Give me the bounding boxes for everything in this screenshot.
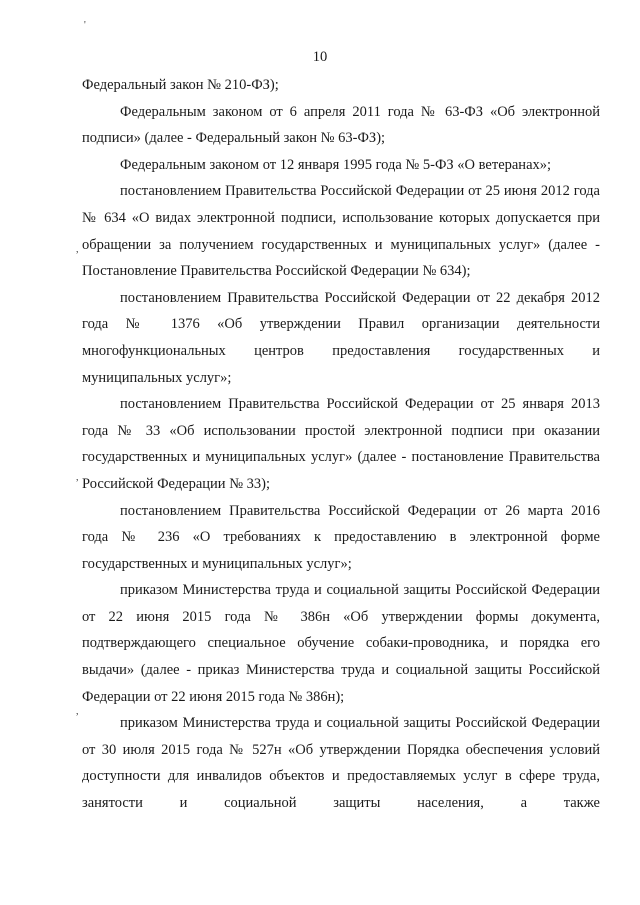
scan-mark: ': [84, 20, 86, 31]
page-number: 10: [312, 49, 328, 65]
paragraph: приказом Министерства труда и социальной защиты Российской Федерации от 30 июля 2015 года № 527н «Об утверждении Порядка обеспечения условий доступности для инвалидов объектов и предоставляемых услуг в сфере труда, занятости и социальной защиты населения, а также: [82, 715, 600, 812]
document-body: [82, 72, 600, 817]
paragraph: приказом Министерства труда и социальной защиты Российской Федерации от 22 июня 2015 года № 386н «Об утверждении формы документа, подтверждающего специальное обучение собаки-проводника, и порядка его выдачи» (далее - приказ Министерства труда и социальной защиты Российской Федерации от 22 июня 2015 года № 386н);: [82, 582, 600, 705]
paragraph: постановлением Правительства Российской Федерации от 25 июня 2012 года № 634 «О видах электронной подписи, использование которых допускается при обращении за получением государственных и муниципальных услуг» (далее - Постановление Правительства Российской Федерации № 634);: [82, 183, 600, 280]
paragraph: постановлением Правительства Российской Федерации от 25 января 2013 года № 33 «Об использовании простой электронной подписи при оказании государственных и муниципальных услуг» (далее - постановление Правительства Российской Федерации № 33);: [82, 396, 600, 492]
paragraph: постановлением Правительства Российской Федерации от 26 марта 2016 года № 236 «О требованиях к предоставлению в электронной форме государственных и муниципальных услуг»;: [82, 502, 600, 572]
paragraph: Федеральным законом от 12 января 1995 года № 5-ФЗ «О ветеранах»;: [120, 156, 552, 173]
scan-mark: ,: [76, 244, 79, 255]
scan-mark: ,: [76, 472, 79, 483]
paragraph: постановлением Правительства Российской Федерации от 22 декабря 2012 года № 1376 «Об утверждении Правил организации деятельности многофункциональных центров предоставления государственных и муниципальных услуг»;: [82, 289, 600, 386]
paragraph: Федеральный закон № 210-ФЗ);: [82, 77, 279, 93]
scan-mark: ,: [76, 706, 79, 717]
paragraph: Федеральным законом от 6 апреля 2011 года № 63-ФЗ «Об электронной подписи» (далее - Федеральный закон № 63-ФЗ);: [82, 103, 600, 147]
